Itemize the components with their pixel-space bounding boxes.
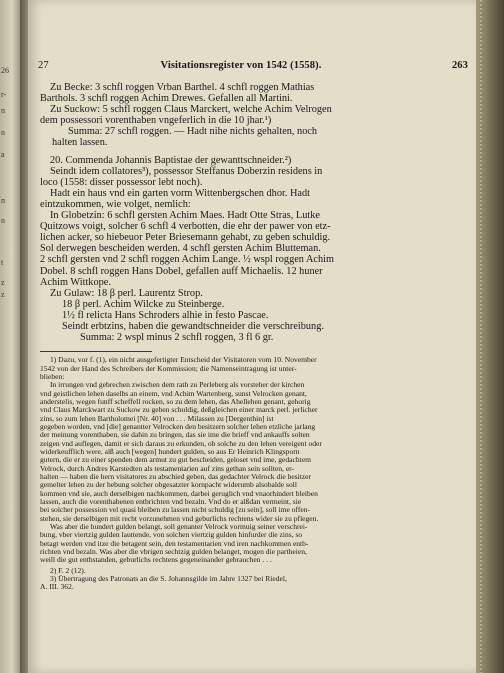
text-line: Quitzows voigt, solcher 6 schfl 4 verbotten, die ehr der pawer von etz- <box>40 221 331 233</box>
page-header <box>38 60 468 74</box>
margin-fragment: n <box>1 216 5 225</box>
text-line: Sol derwegen bescheiden werden. 4 schfl gersten Achim Blutteman. <box>40 243 321 255</box>
footnote-line: zins, so zum lehen Bartholomei [Nr. 40] von . . . Milassen zu [Dergenthin] ist <box>40 413 274 423</box>
main-text <box>40 82 462 592</box>
book-page <box>28 0 476 673</box>
margin-fragment: z <box>1 278 5 287</box>
text-line: Seindt idem collatores³), possessor Steffanus Doberzin residens in <box>50 165 323 177</box>
footnote-line: Was aber die hundert gulden belangt, soll genanter Velrock vormuig seiner verschrei- <box>50 522 308 532</box>
footnote-line: gutern, die er zu einer spenden dem armut zu gut bescheiden, geloset vnd ime, gedachtem <box>40 455 311 465</box>
page-number-right: 263 <box>451 60 468 71</box>
footnote-line: lassen, auch die vorenthabenen entbrichten vnd bezaln. Vnd do er alßdan vermeint, sie <box>40 497 302 506</box>
footnote-line: 1) Dazu, vor f. (1), ein nicht ausgefertigter Entscheid der Visitatoren vom 10. November <box>50 355 317 365</box>
text-line: lichen acker, so hiebeuor Peter Briesemann gehabt, zu geben schuldig. <box>40 232 331 244</box>
footnote-line: zeigen vnd auflegen, damit er sich daraus zu erkunden, ob solche zu den lehen vereigent oder <box>40 438 322 448</box>
text-line: Zu Becke: 3 schfl roggen Vrban Barthel. 4 schfl roggen Mathias <box>50 82 315 93</box>
footnote-line: weill die gut enthstanden, geburlichs rechtens gegeneinander gebrauchen . . . <box>40 555 272 565</box>
footnote-line: betagt werden vnd itze die betagent sein, den testamentarien vnd iren nachkommen entb- <box>40 538 309 548</box>
page-block-edge <box>476 0 504 673</box>
footnote-line: Velrock, durch Andres Karstedten als testamentarien auf zins gethan sein sollten, er- <box>40 463 295 473</box>
footnote-line: gegeben worden, vnd [die] genantter Velrocken den besitzern solcher lehen etzliche jarlang <box>40 421 316 431</box>
book-gutter <box>20 0 28 673</box>
text-line: loco (1558: disser possessor lebt noch). <box>40 176 203 188</box>
footnote-line: vnd geistlichen lehen daselbs an einem, vnd Achim Wartenberg, sunst Velrocken genant, <box>40 388 307 398</box>
footnote-divider <box>40 351 152 352</box>
text-line: 1½ fl relicta Hans Schroders alhie in festo Pascae. <box>62 309 269 321</box>
footnote-line: bei solcher possession vel quasi bleiben zu lassen nicht schuldig [zu sein], soll ime offen- <box>40 505 311 515</box>
previous-page-edge <box>0 0 20 673</box>
running-title: Visitationsregister von 1542 (1558). <box>160 60 322 71</box>
page-number-left: 27 <box>38 60 49 71</box>
text-line: Seindt erbtzins, haben die gewandtschneider die verschreibung. <box>62 320 324 332</box>
footnote-line: kommen vnd sie, auch derselbigen nachkommen, darbei geruglich vnd vnaorhindert bleiben <box>40 488 318 498</box>
footnote-line: halten — haben die hern visitatores zu abschied geben, das gedachter Velrock die besitzer <box>40 471 312 481</box>
section-heading: 20. Commenda Johannis Baptistae der gewanttschneider.²) <box>50 154 292 166</box>
summa-line: Summa: 27 schfl roggen. — Hadt nihe nichts gehalten, noch <box>68 126 318 138</box>
footnote-line: stehen, sie derselbigen mit recht vorzunehmen vnd geburlichs rechtens wider sie zu pflegen. <box>40 513 319 523</box>
footnote-line: In irrungen vnd gebrechen zwischen dem rath zu Perleberg als vorsteher der kirchen <box>50 380 305 390</box>
footnote-line: vnd Claus Marckwart zu Suckow zu geben schuldig, deßgleichen einer marck perl. jerlicher <box>40 405 318 415</box>
text-line: Barthols. 3 schfl roggen Achim Drewes. Gefallen all Martini. <box>40 93 293 105</box>
margin-fragment: t <box>1 258 4 267</box>
text-line: dem possessori vorenthaben vngeferlich in die 10 jhar.¹) <box>40 115 272 127</box>
text-line: Achim Wittkope. <box>40 276 111 288</box>
text-line: Zu Suckow: 5 schfl roggen Claus Marckert, welche Achim Velrogen <box>50 104 332 116</box>
text-line: In Globetzin: 6 schfl gersten Achim Maes. Hadt Otte Stras, Lutke <box>50 210 320 222</box>
margin-fragment: 26 <box>1 66 9 75</box>
footnote-line: richten vnd bezaln. Was aber die vbrigen sechtzig gulden belanget, mogen die partheien, <box>40 547 307 557</box>
footnote-line: 1542 von der Hand des Schreibers der Kommission; die Namenseintragung ist unter- <box>40 363 297 373</box>
summa-line: Summa: 2 wspl minus 2 schfl roggen, 3 fl 6 gr. <box>80 332 274 344</box>
margin-fragment: z <box>1 290 5 299</box>
footnote-line: blieben: <box>40 371 65 381</box>
text-line: halten lassen. <box>52 137 108 149</box>
margin-fragment: n <box>1 106 5 115</box>
margin-fragment: n <box>1 196 5 205</box>
footnote-line: bung, vber viertzig gulden lauttende, von solchen viertzig gulden hinfurder die zins, so <box>40 530 303 540</box>
footnote-line: widerkeufflich were, alß auch [wegen] hundert gulden, so aus Er Heinrich Klingsporn <box>40 446 300 456</box>
footnote-line: anderstelis, wegen funff scheffell rocken, so zu dem lehen, das Ahellehen genant, gehorig <box>40 396 311 406</box>
margin-fragment: n <box>1 128 5 137</box>
footnote-line: A. III. 362. <box>40 582 74 592</box>
footnote-line: 2) F. 2 (12). <box>50 565 86 575</box>
margin-fragment: r- <box>1 90 7 99</box>
text-line: 2 schfl gersten vnd 2 schfl roggen Achim Lange. ½ wspl roggen Achim <box>40 254 334 266</box>
footnote-line: der meinung vorenthaben, sie dahin zu bringen, das sie ime die brieff vnd ankauffs solten <box>40 430 310 440</box>
text-line: Zu Gulaw: 18 β perl. Laurentz Strop. <box>50 287 203 299</box>
footnotes <box>40 356 462 592</box>
footnote-line: gemelter lehen zu der hebung solcher obgesatzter kornpacht widerumb alsobalde soll <box>40 480 297 490</box>
text-line: Dobel. 8 schfl roggen Hans Dobel, gefallen auff Michaelis. 12 huner <box>40 265 323 277</box>
footnote-line: 3) Übertragung des Patronats an die S. Johannsgilde im Jahre 1327 bei Riedel, <box>50 574 287 584</box>
text-line: 18 β perl. Achim Wilcke zu Steinberge. <box>62 298 225 310</box>
margin-fragment: a <box>1 150 5 159</box>
text-line: Hadt ein haus vnd ein garten vorm Wittenbergschen dhor. Hadt <box>50 187 310 199</box>
text-line: eintzukommen, wie volget, nemlich: <box>40 198 191 210</box>
